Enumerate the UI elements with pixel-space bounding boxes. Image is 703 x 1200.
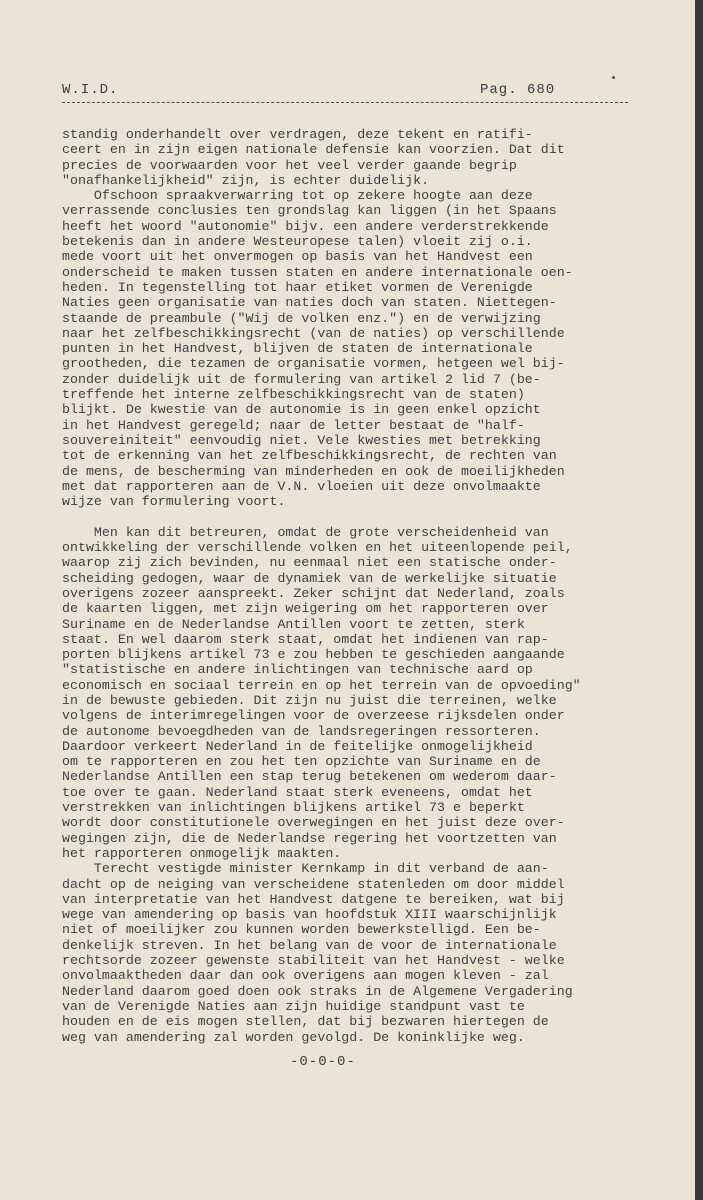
header-page-number: Pag. 680 <box>480 82 556 98</box>
text-line: "statistische en andere inlichtingen van technische aard op <box>62 662 533 678</box>
text-line: scheiding gedogen, waar de dynamiek van de werkelijke situatie <box>62 570 557 586</box>
text-line: in het Handvest geregeld; naar de letter bestaat de "half- <box>62 417 525 433</box>
text-line: "onafhankelijkheid" zijn, is echter duidelijk. <box>62 172 430 188</box>
text-line: treffende het interne zelfbeschikkingsrecht van de staten) <box>62 387 525 403</box>
text-line: verstrekken van inlichtingen blijkens artikel 73 e beperkt <box>62 800 525 816</box>
text-line: staande de preambule ("Wij de volken enz.") en de verwijzing <box>62 310 541 326</box>
text-line: weg van amendering zal worden gevolgd. De koninklijke weg. <box>62 1029 525 1045</box>
text-line: porten blijkens artikel 73 e zou hebben te geschieden aangaande <box>62 647 565 663</box>
text-line: ceert en in zijn eigen nationale defensie kan voorzien. Dat dit <box>62 142 565 158</box>
text-line: houden en de eis mogen stellen, dat bij bezwaren hiertegen de <box>62 1014 549 1030</box>
paragraph-gap <box>62 509 642 524</box>
text-line: toe over te gaan. Nederland staat sterk eveneens, omdat het <box>62 784 533 800</box>
text-line: volgens de interimregelingen voor de overzeese rijksdelen onder <box>62 708 565 724</box>
page-edge <box>695 0 703 1200</box>
text-line: onderscheid te maken tussen staten en andere internationale oen- <box>62 264 573 280</box>
text-line: blijkt. De kwestie van de autonomie is in geen enkel opzicht <box>62 402 541 418</box>
text-line: wegingen zijn, die de Nederlandse regering het voortzetten van <box>62 830 557 846</box>
text-line: in de bewuste gebieden. Dit zijn nu juist die terreinen, welke <box>62 692 557 708</box>
text-line: mede voort uit het onvermogen op basis van het Handvest een <box>62 249 533 265</box>
text-line: staat. En wel daarom sterk staat, omdat het indienen van rap- <box>62 631 549 647</box>
text-line: Naties geen organisatie van naties doch van staten. Niettegen- <box>62 295 557 311</box>
text-line: precies de voorwaarden voor het veel verder gaande begrip <box>62 157 517 173</box>
text-line: heeft het woord "autonomie" bijv. een andere verderstrekkende <box>62 218 549 234</box>
text-line: verrassende conclusies ten grondslag kan liggen (in het Spaans <box>62 203 557 219</box>
end-mark: -0-0-0- <box>290 1054 356 1070</box>
text-line: souvereiniteit" eenvoudig niet. Vele kwesties met betrekking <box>62 432 541 448</box>
text-line: met dat rapporteren aan de V.N. vloeien uit deze onvolmaakte <box>62 478 541 494</box>
paragraph <box>62 861 642 1045</box>
text-line: van de Verenigde Naties aan zijn huidige standpunt vast te <box>62 998 525 1014</box>
page-header <box>62 80 628 103</box>
ink-dot <box>612 76 615 79</box>
paragraph <box>62 127 642 188</box>
text-line: denkelijk streven. In het belang van de voor de internationale <box>62 937 557 953</box>
text-line: zonder duidelijk uit de formulering van artikel 2 lid 7 (be- <box>62 371 541 387</box>
text-line: Ofschoon spraakverwarring tot op zekere hoogte aan deze <box>62 188 533 204</box>
text-line: economisch en sociaal terrein en op het terrein van de opvoeding" <box>62 677 581 693</box>
text-line: van interpretatie van het Handvest datgene te bereiken, wat bij <box>62 891 565 907</box>
text-line: betekenis dan in andere Westeuropese talen) vloeit zij o.i. <box>62 234 533 250</box>
text-line: tot de erkenning van het zelfbeschikkingsrecht, de rechten van <box>62 448 557 464</box>
text-line: standig onderhandelt over verdragen, deze tekent en ratifi- <box>62 127 533 142</box>
text-line: Nederland daarom goed doen ook straks in de Algemene Vergadering <box>62 983 573 999</box>
text-line: overigens zozeer aanspreekt. Zeker schijnt dat Nederland, zoals <box>62 585 565 601</box>
text-line: rechtsorde zozeer gewenste stabiliteit van het Handvest - welke <box>62 953 565 969</box>
text-line: naar het zelfbeschikkingsrecht (van de naties) op verschillende <box>62 325 565 341</box>
text-line: wege van amendering op basis van hoofdstuk XIII waarschijnlijk <box>62 907 557 923</box>
text-line: onvolmaaktheden daar dan ook overigens aan mogen kleven - zal <box>62 968 549 984</box>
paragraph <box>62 525 642 862</box>
text-line: punten in het Handvest, blijven de staten de internationale <box>62 341 533 357</box>
text-line: de autonome bevoegdheden van de landsregeringen ressorteren. <box>62 723 541 739</box>
text-line: ontwikkeling der verschillende volken en het uiteenlopende peil, <box>62 540 573 556</box>
text-line: waarop zij zich bevinden, nu eenmaal niet een statische onder- <box>62 555 557 571</box>
text-line: Men kan dit betreuren, omdat de grote verscheidenheid van <box>62 524 549 540</box>
header-publication-code: W.I.D. <box>62 82 119 98</box>
text-line: wijze van formulering voort. <box>62 494 286 510</box>
text-line: niet of moeilijker zou kunnen worden bewerkstelligd. Een be- <box>62 922 541 938</box>
text-line: het rapporteren onmogelijk maakten. <box>62 845 342 861</box>
text-line: de mens, de bescherming van minderheden en ook de moeilijkheden <box>62 463 565 479</box>
paragraph <box>62 188 642 509</box>
document-body <box>62 127 642 1045</box>
text-line: de kaarten liggen, met zijn weigering om het rapporteren over <box>62 601 549 617</box>
text-line: Terecht vestigde minister Kernkamp in dit verband de aan- <box>62 861 549 877</box>
text-line: Nederlandse Antillen een stap terug betekenen om wederom daar- <box>62 769 557 785</box>
text-line: dacht op de neiging van verscheidene statenleden om door middel <box>62 876 565 892</box>
text-line: om te rapporteren en zou het ten opzichte van Suriname en de <box>62 754 541 770</box>
text-line: heden. In tegenstelling tot haar etiket vormen de Verenigde <box>62 279 533 295</box>
text-line: wordt door constitutionele overwegingen en het juist deze over- <box>62 815 565 831</box>
text-line: Daardoor verkeert Nederland in de feitelijke onmogelijkheid <box>62 738 533 754</box>
text-line: Suriname en de Nederlandse Antillen voort te zetten, sterk <box>62 616 525 632</box>
text-line: grootheden, die tezamen de organisatie vormen, hetgeen wel bij- <box>62 356 565 372</box>
